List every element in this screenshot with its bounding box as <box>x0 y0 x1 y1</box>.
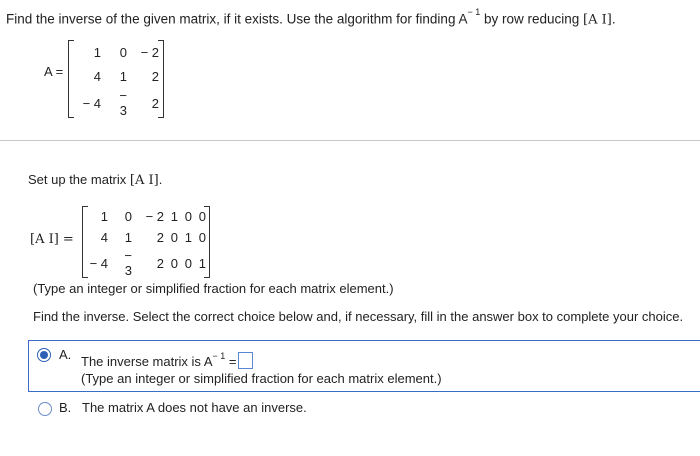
matrix-cell: − 4 <box>82 95 101 111</box>
matrix-cell: 1 <box>198 255 206 271</box>
choice-b-text[interactable]: The matrix A does not have an inverse. <box>82 400 307 415</box>
augmented-matrix-label: [A I] = <box>30 232 74 247</box>
question-text <box>6 7 616 28</box>
setup-label-bracket: [A I] <box>129 173 159 188</box>
matrix-cell: − 3 <box>124 248 132 278</box>
augmented-matrix-row <box>83 227 209 248</box>
matrix-cell: 1 <box>170 209 178 224</box>
matrix-cell: 0 <box>184 255 192 271</box>
inverse-superscript: − 1 <box>467 7 481 17</box>
matrix-a-row <box>69 40 163 64</box>
augmented-matrix-row <box>83 206 209 227</box>
augmented-matrix-row <box>83 248 209 278</box>
augmented-matrix <box>82 206 210 278</box>
choice-b-letter: B. <box>59 400 72 415</box>
choice-a-superscript: − 1 <box>212 350 226 361</box>
setup-label-period: . <box>158 172 163 187</box>
matrix-a-row <box>69 64 163 88</box>
question-period: . <box>611 11 616 27</box>
matrix-cell: 0 <box>119 44 127 60</box>
matrix-cell: 0 <box>170 230 178 245</box>
matrix-cell: 2 <box>156 230 164 245</box>
choice-a-note: (Type an integer or simplified fraction for each matrix element.) <box>81 371 442 386</box>
matrix-cell: − 4 <box>89 255 108 271</box>
matrix-cell: 1 <box>100 209 108 224</box>
matrix-cell: 0 <box>170 255 178 271</box>
answer-box[interactable] <box>238 352 253 369</box>
matrix-cell: 0 <box>124 209 132 224</box>
choice-b-radio[interactable] <box>38 402 52 416</box>
instruction-text: Find the inverse. Select the correct choice below and, if necessary, fill in the answer box to complete your choice. <box>33 309 684 324</box>
question-text-part2: by row reducing <box>480 11 584 27</box>
matrix-a-row <box>69 88 163 118</box>
matrix-cell: − 2 <box>140 44 159 60</box>
matrix-cell: 4 <box>93 68 101 84</box>
question-bracket: [A I] <box>583 12 612 28</box>
matrix-cell: 1 <box>184 230 192 245</box>
choice-a-text <box>81 352 253 369</box>
matrix-cell: 2 <box>151 68 159 84</box>
section-divider <box>0 140 700 141</box>
setup-label-text: Set up the matrix <box>28 172 130 187</box>
choice-a-equals: = <box>225 354 237 369</box>
matrix-cell: 0 <box>198 230 206 245</box>
setup-label <box>28 172 162 188</box>
choice-a-panel[interactable] <box>28 340 700 392</box>
matrix-cell: 0 <box>184 209 192 224</box>
question-text-part1: Find the inverse of the given matrix, if it exists. Use the algorithm for finding A <box>6 11 468 27</box>
matrix-a-label: A = <box>44 64 64 79</box>
matrix-cell: 1 <box>93 44 101 60</box>
matrix-cell: − 3 <box>119 88 127 118</box>
choice-a-label: The inverse matrix is A <box>81 354 213 369</box>
matrix-cell: 4 <box>100 230 108 245</box>
matrix-cell: − 2 <box>145 209 164 224</box>
choice-a-radio[interactable] <box>37 348 51 362</box>
matrix-cell: 1 <box>119 68 127 84</box>
matrix-a <box>68 40 164 118</box>
matrix-cell: 2 <box>151 95 159 111</box>
matrix-cell: 1 <box>124 230 132 245</box>
matrix-cell: 2 <box>156 255 164 271</box>
setup-note: (Type an integer or simplified fraction for each matrix element.) <box>33 281 394 296</box>
choice-a-letter: A. <box>59 347 72 362</box>
matrix-cell: 0 <box>198 209 206 224</box>
